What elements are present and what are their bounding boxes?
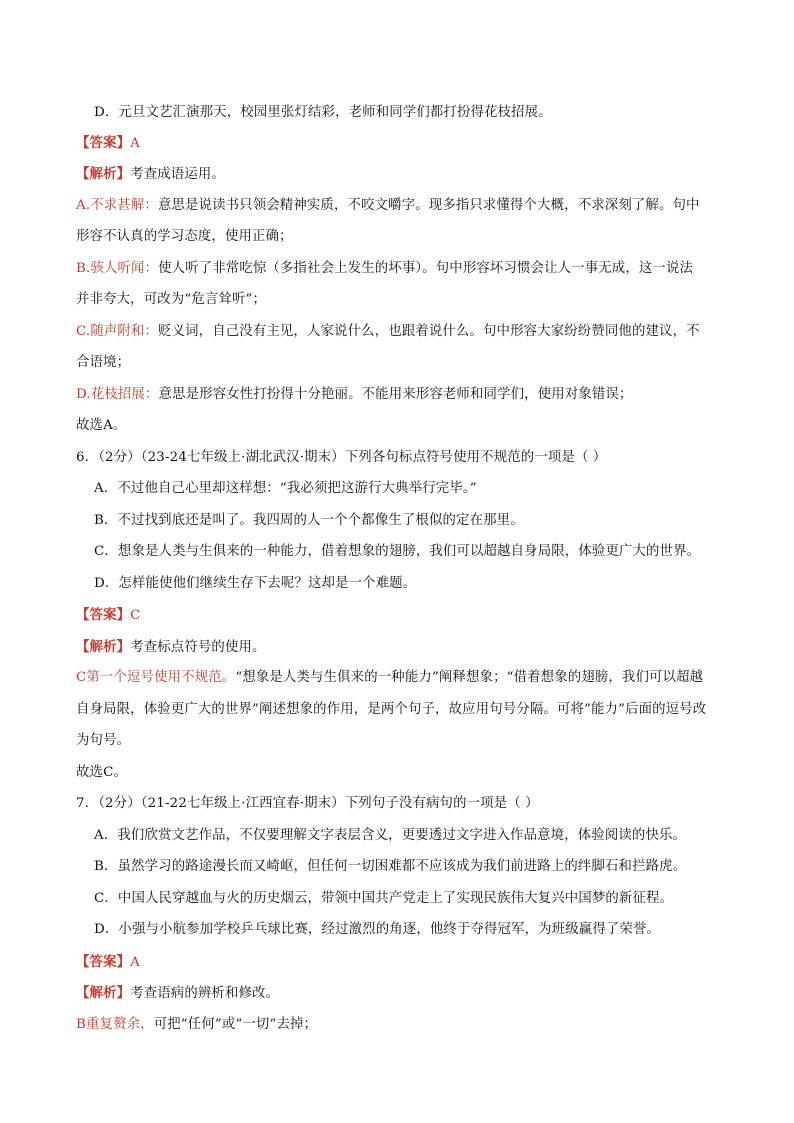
answer-line-q6 — [76, 606, 141, 625]
idiom-explanation: 贬义词，自己没有主见，人家说什么，也跟着说什么。句中形容大家纷纷赞同他的建议，不 — [158, 324, 700, 339]
idiom-term: B.骇人听闻： — [76, 261, 159, 276]
idiom-term: A.不求甚解： — [76, 198, 158, 213]
answer-value: A — [130, 955, 140, 970]
answer-value: A — [130, 136, 140, 151]
analysis-highlight: B重复赘余， — [76, 1017, 154, 1032]
idiom-explanation: 意思是说读书只领会精神实质，不咬文嚼字。现多指只求懂得个大概，不求深刻了解。句中 — [157, 198, 700, 213]
option-c-q6: C．想象是人类与生俱来的一种能力，借着想象的翅膀，我们可以超越自身局限，体验更广大的世界。 — [94, 544, 701, 559]
option-a-q6: A．不过他自己心里却这样想：“我必须把这游行大典举行完毕。” — [94, 481, 477, 496]
analysis-c — [76, 323, 700, 341]
answer-value: C — [130, 608, 141, 623]
analysis-tag: 【解析】 — [76, 985, 131, 1001]
idiom-term: D.花枝招展： — [76, 387, 159, 402]
analysis-q7-b — [76, 1016, 317, 1034]
analysis-q6-body — [76, 669, 703, 687]
idiom-term: C.随声附和： — [76, 324, 159, 339]
idiom-explanation: 使人听了非常吃惊（多指社会上发生的坏事）。句中形容坏习惯会让人一事无成，这一说法 — [158, 261, 694, 276]
answer-tag: 【答案】 — [76, 135, 131, 151]
analysis-b — [76, 260, 693, 278]
option-b-q7: B．虽然学习的路途漫长而又崎岖，但任何一切困难都不应该成为我们前进路上的绊脚石和拦路虎。 — [94, 859, 687, 874]
analysis-text: 考查标点符号的使用。 — [130, 640, 266, 655]
analysis-tag: 【解析】 — [76, 166, 131, 182]
question-6: 6．（2分）（23-24七年级上·湖北武汉·期末）下列各句标点符号使用不规范的一项是（ ） — [76, 450, 607, 465]
analysis-line-q6 — [76, 638, 266, 657]
analysis-text: 考查成语运用。 — [130, 167, 225, 182]
answer-tag: 【答案】 — [76, 607, 131, 623]
analysis-b-cont: 并非夸大，可改为“危言耸听”； — [76, 292, 267, 307]
answer-line-q7 — [76, 953, 140, 972]
option-d-q7: D．小强与小航参加学校乒乓球比赛，经过激烈的角逐，他终于夺得冠军，为班级赢得了荣誉。 — [94, 922, 661, 937]
option-c-q7: C．中国人民穿越血与火的历史烟云，带领中国共产党走上了实现民族伟大复兴中国梦的新征程。 — [94, 891, 674, 906]
analysis-text: 考查语病的辨析和修改。 — [130, 986, 280, 1001]
analysis-explanation: “想象是人类与生俱来的一种能力”阐释想象；“借着想象的翅膀，我们可以超越 — [235, 670, 704, 685]
analysis-a-cont: 形容不认真的学习态度，使用正确； — [76, 229, 293, 244]
idiom-explanation: 意思是形容女性打扮得十分艳丽。不能用来形容老师和同学们，使用对象错误； — [158, 387, 633, 402]
analysis-highlight: C第一个逗号使用不规范。 — [76, 670, 236, 685]
option-b-q6: B．不过找到底还是叫了。我四周的人一个个都像生了根似的定在那里。 — [94, 513, 524, 528]
answer-tag: 【答案】 — [76, 954, 131, 970]
analysis-q6-cont2: 为句号。 — [76, 733, 131, 748]
option-d-q5: D．元旦文艺汇演那天，校园里张灯结彩，老师和同学们都打扮得花枝招展。 — [94, 105, 552, 120]
answer-line-q5 — [76, 134, 140, 153]
conclusion-q6: 故选C。 — [76, 765, 128, 780]
analysis-tag: 【解析】 — [76, 639, 131, 655]
analysis-line-q7 — [76, 984, 279, 1003]
question-7: 7．（2分）（21-22七年级上·江西宜春·期末）下列句子没有病句的一项是（ ） — [76, 796, 539, 811]
option-a-q7: A．我们欣赏文艺作品，不仅要理解文字表层含义，更要透过文字进入作品意境，体验阅读的快乐。 — [94, 828, 687, 843]
conclusion-q5: 故选A。 — [76, 418, 127, 433]
analysis-d — [76, 386, 632, 404]
analysis-line-q5 — [76, 165, 225, 184]
analysis-explanation: 可把“任何”或“一切”去掉； — [153, 1017, 318, 1032]
analysis-a — [76, 197, 700, 215]
option-d-q6: D．怎样能使他们继续生存下去呢？这却是一个难题。 — [94, 576, 417, 591]
analysis-q6-cont1: 自身局限，体验更广大的世界”阐述想象的作用，是两个句子，故应用句号分隔。可将“能力”后面的逗号改 — [76, 702, 707, 717]
analysis-c-cont: 合语境； — [76, 355, 131, 370]
